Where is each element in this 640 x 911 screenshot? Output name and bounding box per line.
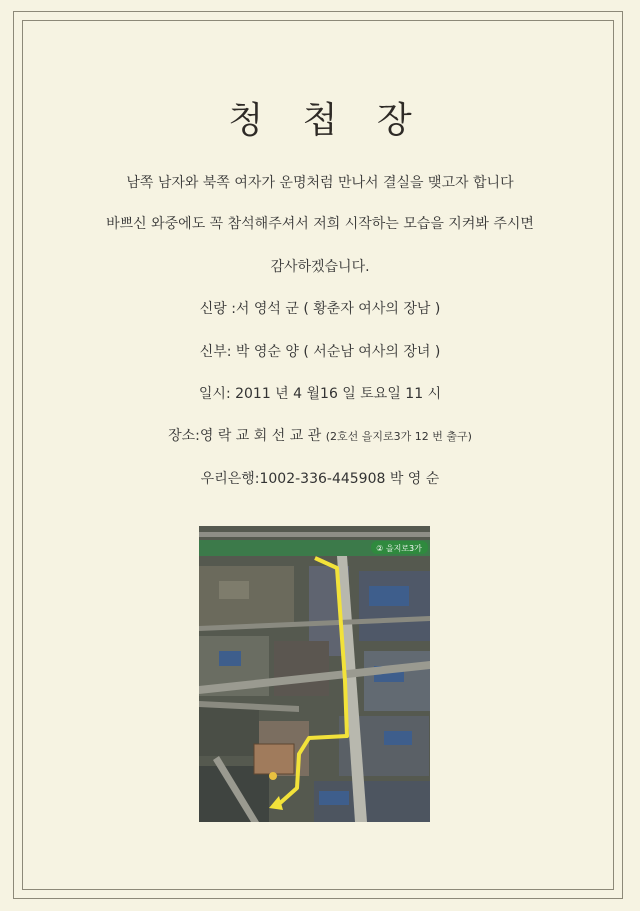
church-marker-icon xyxy=(269,772,277,780)
bank-info: 우리은행:1002-336-445908 박 영 순 xyxy=(200,471,440,487)
groom-info: 신랑 :서 영석 군 ( 황춘자 여사의 장남 ) xyxy=(199,301,441,317)
date-info: 일시: 2011 년 4 월16 일 토요일 11 시 xyxy=(198,386,442,402)
invitation-line-1: 남쪽 남자와 북쪽 여자가 운명처럼 만나서 결실을 맺고자 합니다 xyxy=(126,175,514,191)
venue-info xyxy=(0,425,640,445)
venue-note: (2호선 을지로3가 12 번 출구) xyxy=(325,430,472,443)
venue-label: 장소:영 락 교 회 선 교 관 xyxy=(168,428,322,444)
bride-info: 신부: 박 영순 양 ( 서순남 여사의 장녀 ) xyxy=(199,344,441,360)
invitation-line-2: 바쁘신 와중에도 꼭 참석해주셔서 저희 시작하는 모습을 지켜봐 주시면 xyxy=(106,216,534,232)
invitation-line-3: 감사하겠습니다. xyxy=(270,259,370,275)
map-graphic xyxy=(199,526,430,822)
location-map xyxy=(199,526,430,822)
invitation-title: 청 첩 장 xyxy=(228,100,426,141)
map-station-label: ② 을지로3가 xyxy=(376,544,422,553)
